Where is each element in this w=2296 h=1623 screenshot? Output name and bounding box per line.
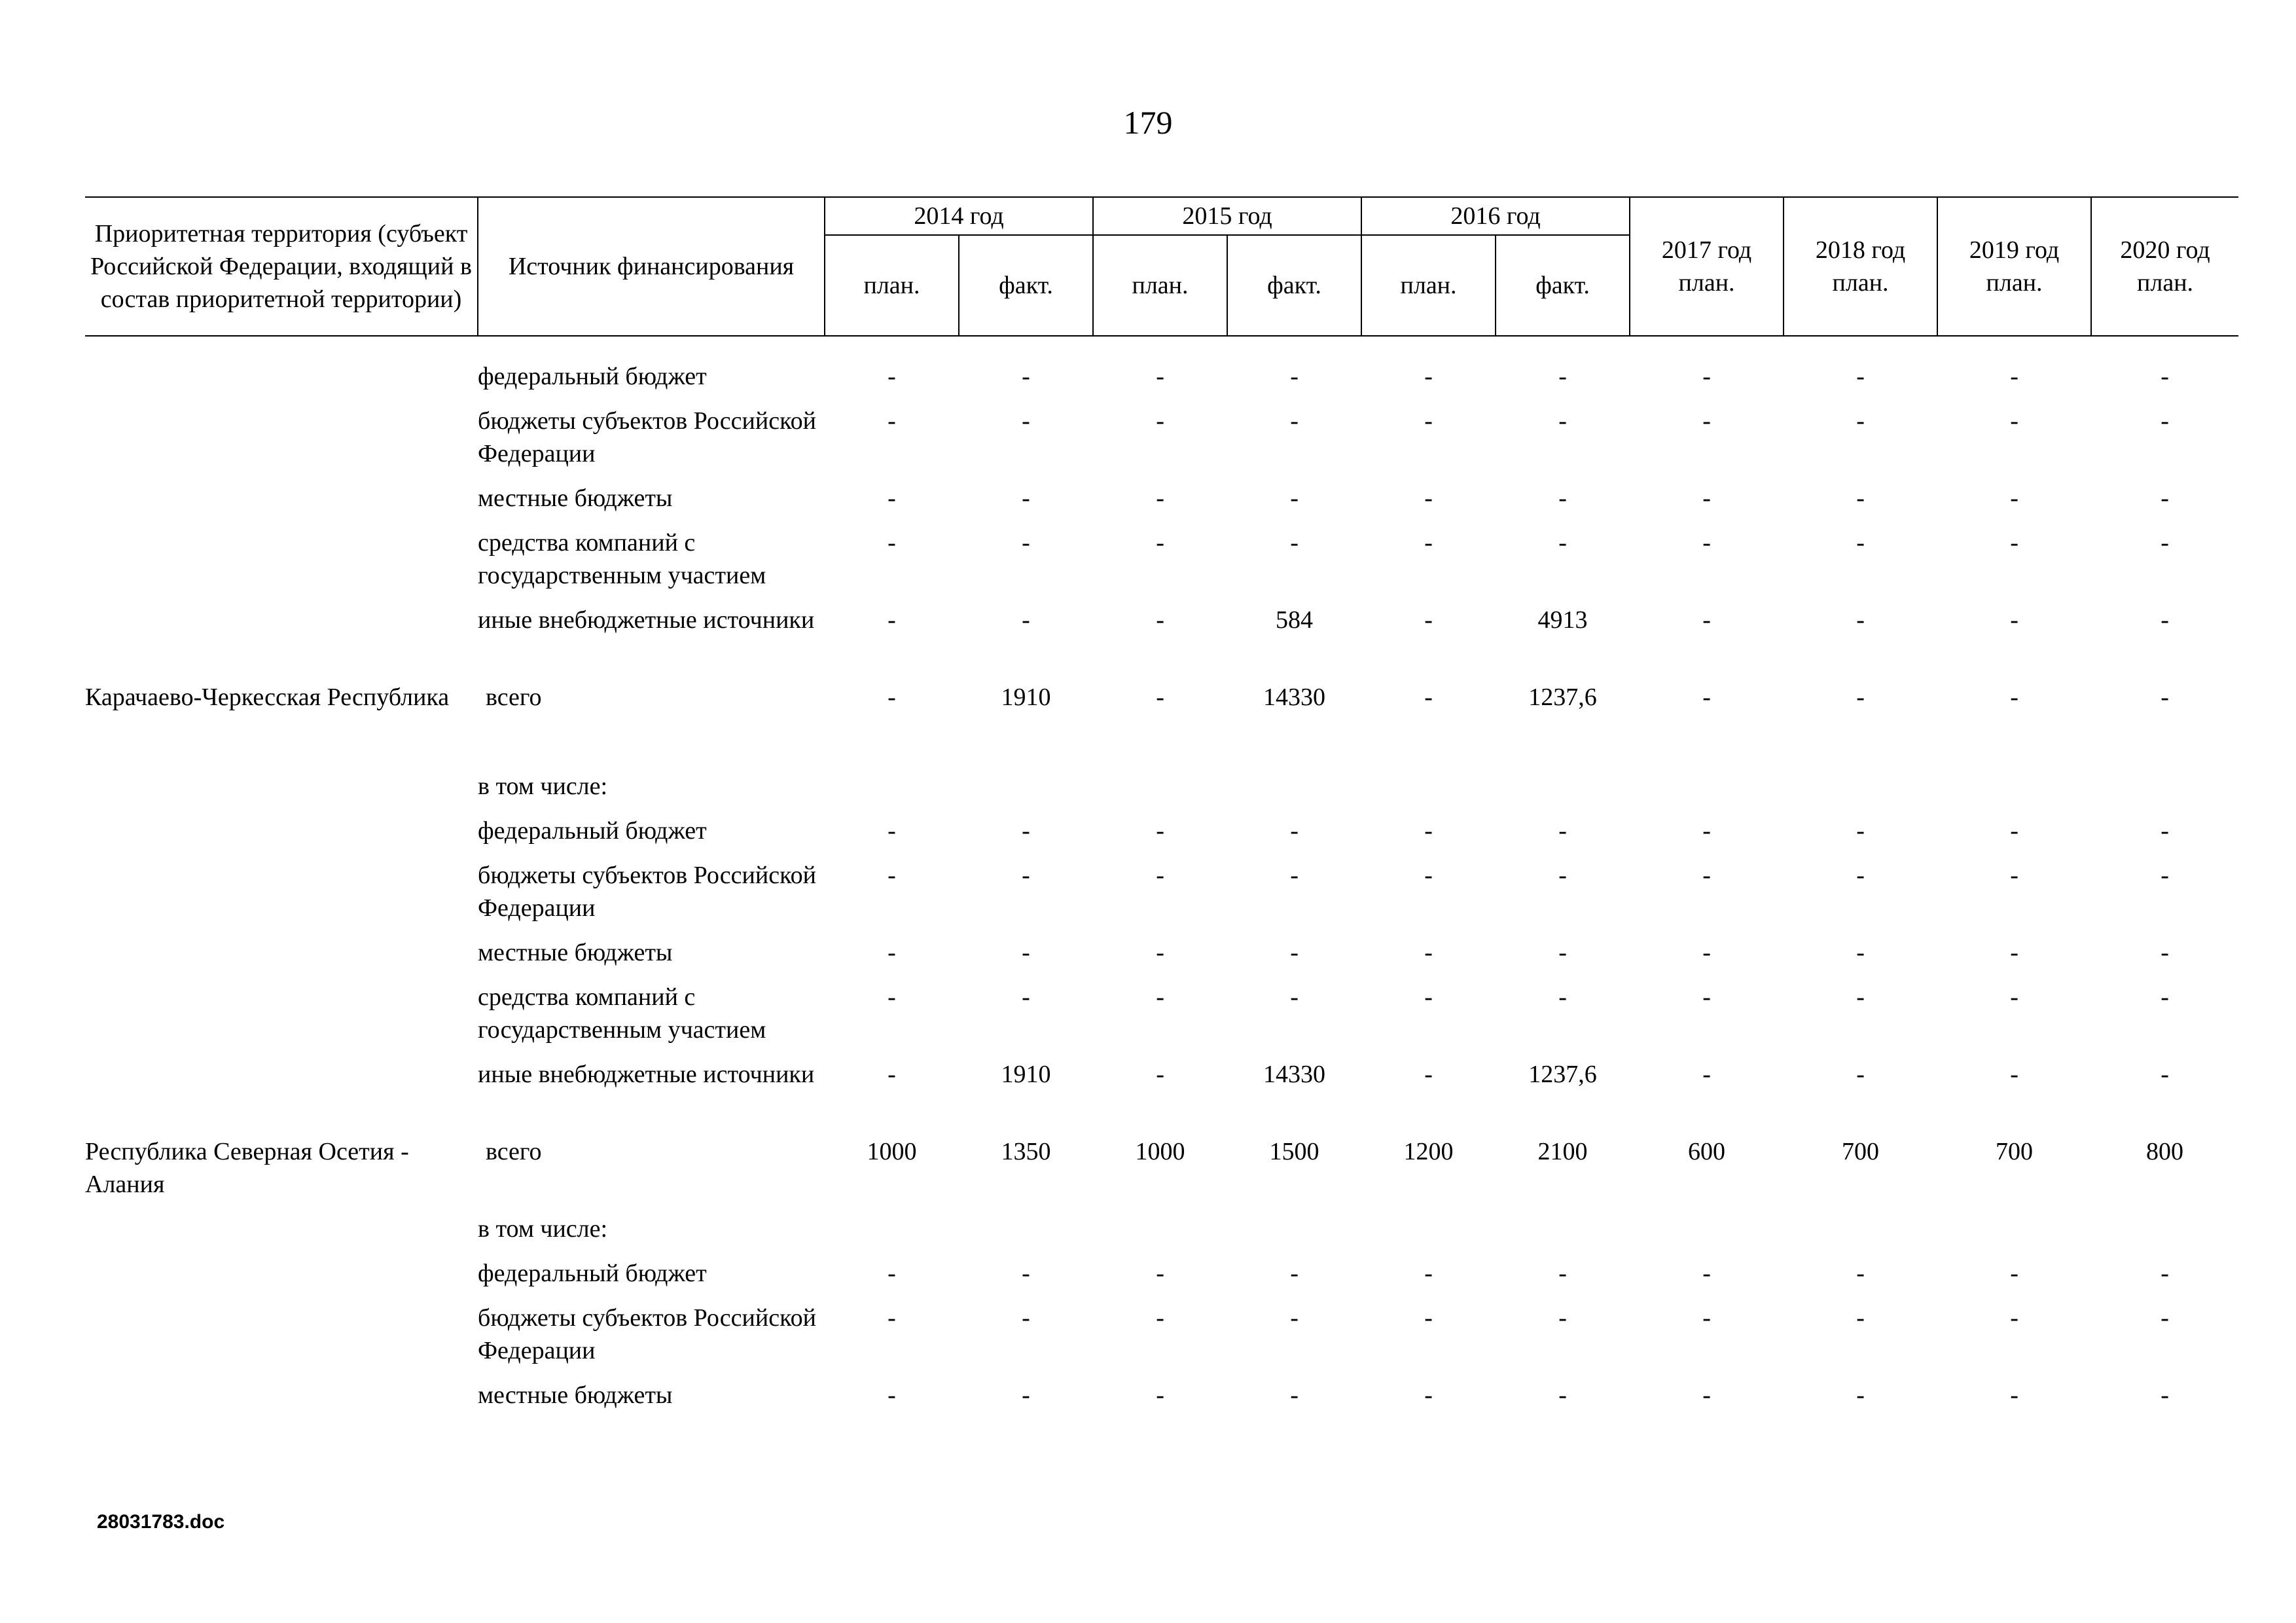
value-cell — [1630, 770, 1784, 814]
value-cell: - — [2010, 983, 2018, 1011]
territory-cell — [85, 1302, 478, 1379]
table-row — [85, 405, 2238, 482]
value-cell: - — [1558, 484, 1567, 512]
value-cell: - — [2010, 1304, 2018, 1332]
value-cell — [959, 1213, 1093, 1257]
header-year-2016: 2016 год — [1361, 197, 1630, 235]
value-cell: - — [1290, 363, 1299, 390]
value-cell: 1910 — [1001, 1061, 1051, 1088]
value-cell: 1000 — [867, 1138, 917, 1165]
value-cell: - — [1156, 684, 1164, 711]
value-cell: - — [1156, 983, 1164, 1011]
table-row — [85, 604, 2238, 681]
value-cell: - — [1702, 1304, 1711, 1332]
value-cell: - — [1702, 817, 1711, 845]
value-cell: 1000 — [1135, 1138, 1185, 1165]
territory-cell — [85, 526, 478, 604]
value-cell: - — [888, 817, 896, 845]
value-cell — [1093, 770, 1227, 814]
value-cell: - — [2010, 363, 2018, 390]
value-cell: - — [1424, 606, 1433, 634]
value-cell: - — [2161, 939, 2169, 966]
value-cell: - — [1424, 529, 1433, 556]
value-cell: - — [2010, 1061, 2018, 1088]
value-cell: 14330 — [1263, 684, 1326, 711]
value-cell: - — [888, 1061, 896, 1088]
source-cell: бюджеты субъектов Российской Федерации — [478, 1304, 816, 1364]
value-cell: - — [1022, 862, 1030, 889]
header-year-2015: 2015 год — [1093, 197, 1361, 235]
value-cell: - — [1290, 484, 1299, 512]
value-cell: - — [1022, 363, 1030, 390]
source-cell: иные внебюджетные источники — [478, 1061, 815, 1088]
header-year-2014: 2014 год — [825, 197, 1093, 235]
page-number: 179 — [1123, 104, 1173, 141]
value-cell: - — [2161, 606, 2169, 634]
value-cell: - — [1424, 1260, 1433, 1287]
source-cell: всего — [486, 1138, 542, 1165]
value-cell: - — [1856, 606, 1865, 634]
value-cell: - — [1558, 862, 1567, 889]
value-cell: - — [1702, 684, 1711, 711]
territory-cell — [85, 814, 478, 859]
value-cell: - — [2161, 684, 2169, 711]
value-cell: - — [1558, 1381, 1567, 1409]
territory-cell — [85, 482, 478, 526]
value-cell — [1227, 770, 1361, 814]
value-cell: - — [1424, 817, 1433, 845]
value-cell: 600 — [1688, 1138, 1726, 1165]
value-cell: - — [1702, 363, 1711, 390]
table-row — [85, 770, 2238, 814]
territory-cell — [85, 604, 478, 681]
territory-cell — [85, 936, 478, 981]
value-cell: 800 — [2146, 1138, 2184, 1165]
value-cell: - — [1022, 1381, 1030, 1409]
value-cell: - — [888, 983, 896, 1011]
value-cell: - — [1290, 407, 1299, 435]
value-cell: - — [2010, 1260, 2018, 1287]
source-cell: местные бюджеты — [478, 484, 673, 512]
value-cell — [1496, 1213, 1630, 1257]
table-row — [85, 681, 2238, 770]
value-cell: 4913 — [1537, 606, 1588, 634]
value-cell: - — [1856, 1381, 1865, 1409]
value-cell: - — [1424, 684, 1433, 711]
value-cell: 584 — [1276, 606, 1314, 634]
value-cell — [1784, 1213, 1937, 1257]
header-year-2020: 2020 год план. — [2091, 197, 2238, 336]
value-cell: - — [1702, 1260, 1711, 1287]
value-cell: - — [1156, 1304, 1164, 1332]
header-year-2018: 2018 год план. — [1784, 197, 1937, 336]
value-cell: 1500 — [1269, 1138, 1319, 1165]
value-cell: - — [2010, 939, 2018, 966]
value-cell: - — [1022, 1260, 1030, 1287]
header-source: Источник финансирования — [478, 197, 825, 336]
value-cell: - — [1424, 1304, 1433, 1332]
table-row — [85, 1302, 2238, 1379]
value-cell: - — [2161, 983, 2169, 1011]
value-cell: - — [1702, 484, 1711, 512]
territory-cell: Карачаево-Черкесская Республика — [85, 684, 450, 711]
value-cell: - — [2010, 684, 2018, 711]
value-cell: - — [1022, 484, 1030, 512]
value-cell: - — [1156, 529, 1164, 556]
value-cell: - — [1702, 606, 1711, 634]
value-cell: - — [2010, 407, 2018, 435]
territory-cell — [85, 405, 478, 482]
value-cell — [1937, 770, 2091, 814]
value-cell: - — [1424, 1061, 1433, 1088]
table-row — [85, 936, 2238, 981]
value-cell: - — [1022, 817, 1030, 845]
source-cell: всего — [486, 684, 542, 711]
value-cell: - — [1856, 1260, 1865, 1287]
value-cell: 1237,6 — [1528, 684, 1597, 711]
value-cell — [825, 770, 959, 814]
territory-cell — [85, 770, 478, 814]
value-cell: - — [1558, 1304, 1567, 1332]
value-cell: - — [1558, 363, 1567, 390]
source-cell: средства компаний с государственным участием — [478, 529, 766, 589]
value-cell: - — [1558, 817, 1567, 845]
value-cell: - — [1290, 1381, 1299, 1409]
value-cell — [825, 1213, 959, 1257]
value-cell: - — [1424, 939, 1433, 966]
value-cell: - — [1702, 1061, 1711, 1088]
source-cell: местные бюджеты — [478, 939, 673, 966]
header-year-2017: 2017 год план. — [1630, 197, 1784, 336]
territory-cell — [85, 859, 478, 936]
value-cell — [1496, 770, 1630, 814]
value-cell: - — [1156, 817, 1164, 845]
table-row — [85, 859, 2238, 936]
value-cell — [2091, 770, 2238, 814]
value-cell: - — [2010, 817, 2018, 845]
value-cell: - — [1702, 983, 1711, 1011]
source-cell: в том числе: — [478, 773, 608, 800]
table-row — [85, 360, 2238, 405]
value-cell — [1630, 1213, 1784, 1257]
value-cell: - — [888, 939, 896, 966]
value-cell: 1350 — [1001, 1138, 1051, 1165]
header-2016-plan: план. — [1361, 235, 1496, 336]
value-cell: - — [2161, 817, 2169, 845]
table-row — [85, 1213, 2238, 1257]
value-cell: - — [1022, 529, 1030, 556]
value-cell: 1910 — [1001, 684, 1051, 711]
value-cell: - — [1702, 862, 1711, 889]
value-cell: - — [888, 529, 896, 556]
value-cell: - — [1558, 983, 1567, 1011]
value-cell: - — [1558, 529, 1567, 556]
value-cell: - — [1156, 862, 1164, 889]
value-cell: - — [1856, 363, 1865, 390]
value-cell — [2091, 1213, 2238, 1257]
header-2016-fact: факт. — [1496, 235, 1630, 336]
table-header — [85, 197, 2238, 336]
value-cell — [1093, 1213, 1227, 1257]
header-2014-plan: план. — [825, 235, 959, 336]
header-2015-fact: факт. — [1227, 235, 1361, 336]
value-cell — [959, 770, 1093, 814]
value-cell: - — [1022, 983, 1030, 1011]
value-cell: - — [2010, 484, 2018, 512]
value-cell: - — [888, 363, 896, 390]
value-cell: - — [1424, 862, 1433, 889]
value-cell: - — [1022, 1304, 1030, 1332]
source-cell: бюджеты субъектов Российской Федерации — [478, 862, 816, 922]
value-cell — [1784, 770, 1937, 814]
value-cell: - — [2161, 1304, 2169, 1332]
value-cell: - — [1702, 939, 1711, 966]
value-cell: - — [1856, 939, 1865, 966]
territory-cell: Республика Северная Осетия - Алания — [85, 1138, 409, 1198]
table-row — [85, 526, 2238, 604]
value-cell: - — [1156, 606, 1164, 634]
value-cell: - — [1702, 1381, 1711, 1409]
source-cell: федеральный бюджет — [478, 363, 707, 390]
value-cell: - — [1290, 529, 1299, 556]
value-cell: - — [1856, 1304, 1865, 1332]
value-cell: - — [1022, 939, 1030, 966]
value-cell: - — [1558, 407, 1567, 435]
value-cell: - — [1856, 484, 1865, 512]
value-cell: 2100 — [1537, 1138, 1588, 1165]
table-row — [85, 1135, 2238, 1213]
value-cell: - — [1156, 484, 1164, 512]
value-cell: - — [1022, 606, 1030, 634]
source-cell: иные внебюджетные источники — [478, 606, 815, 634]
table-row — [85, 981, 2238, 1058]
value-cell: - — [1702, 529, 1711, 556]
table-body — [85, 336, 2238, 1423]
territory-cell — [85, 1213, 478, 1257]
value-cell: - — [2161, 1260, 2169, 1287]
value-cell: - — [2161, 484, 2169, 512]
value-cell: - — [888, 407, 896, 435]
value-cell: - — [1290, 862, 1299, 889]
value-cell: - — [1558, 1260, 1567, 1287]
value-cell: - — [1290, 817, 1299, 845]
value-cell: - — [1156, 1260, 1164, 1287]
value-cell: - — [2161, 862, 2169, 889]
value-cell: - — [888, 1304, 896, 1332]
footer-filename: 28031783.doc — [97, 1511, 225, 1533]
table-row — [85, 482, 2238, 526]
value-cell: - — [1856, 983, 1865, 1011]
value-cell: - — [888, 1381, 896, 1409]
financing-table — [85, 196, 2238, 1423]
value-cell: - — [888, 484, 896, 512]
value-cell — [1937, 1213, 2091, 1257]
value-cell: 1200 — [1403, 1138, 1454, 1165]
table-row — [85, 1257, 2238, 1302]
value-cell: - — [1156, 1381, 1164, 1409]
source-cell: средства компаний с государственным участием — [478, 983, 766, 1044]
value-cell: 1237,6 — [1528, 1061, 1597, 1088]
value-cell: - — [1424, 407, 1433, 435]
value-cell: - — [888, 684, 896, 711]
value-cell: - — [1856, 684, 1865, 711]
value-cell: - — [1856, 862, 1865, 889]
value-cell — [1361, 1213, 1496, 1257]
value-cell: - — [1290, 1304, 1299, 1332]
value-cell: - — [888, 1260, 896, 1287]
value-cell — [1361, 770, 1496, 814]
source-cell: в том числе: — [478, 1215, 608, 1243]
value-cell: 700 — [1996, 1138, 2034, 1165]
value-cell: - — [1856, 529, 1865, 556]
value-cell: - — [888, 862, 896, 889]
value-cell: - — [1856, 407, 1865, 435]
value-cell: - — [1156, 1061, 1164, 1088]
value-cell: - — [2010, 529, 2018, 556]
value-cell: - — [1290, 983, 1299, 1011]
value-cell: - — [2161, 1381, 2169, 1409]
value-cell: - — [1424, 983, 1433, 1011]
value-cell: - — [2161, 1061, 2169, 1088]
value-cell: - — [2161, 407, 2169, 435]
value-cell: - — [1702, 407, 1711, 435]
value-cell: - — [2161, 363, 2169, 390]
value-cell: - — [1856, 817, 1865, 845]
source-cell: местные бюджеты — [478, 1381, 673, 1409]
territory-cell — [85, 1058, 478, 1135]
territory-cell — [85, 1257, 478, 1302]
table-row — [85, 1379, 2238, 1423]
value-cell: - — [1424, 1381, 1433, 1409]
value-cell: - — [1290, 1260, 1299, 1287]
header-2015-plan: план. — [1093, 235, 1227, 336]
value-cell: - — [2010, 1381, 2018, 1409]
header-year-2019: 2019 год план. — [1937, 197, 2091, 336]
table-row — [85, 814, 2238, 859]
value-cell: - — [1156, 939, 1164, 966]
value-cell: - — [1022, 407, 1030, 435]
header-territory: Приоритетная территория (субъект Российской Федерации, входящий в состав приоритетной территории) — [85, 197, 478, 336]
source-cell: федеральный бюджет — [478, 1260, 707, 1287]
header-2014-fact: факт. — [959, 235, 1093, 336]
table-row — [85, 1058, 2238, 1135]
territory-cell — [85, 1379, 478, 1423]
value-cell: - — [1156, 363, 1164, 390]
source-cell: бюджеты субъектов Российской Федерации — [478, 407, 816, 467]
territory-cell — [85, 981, 478, 1058]
value-cell: - — [1156, 407, 1164, 435]
value-cell — [1227, 1213, 1361, 1257]
value-cell: - — [1856, 1061, 1865, 1088]
value-cell: 700 — [1842, 1138, 1880, 1165]
value-cell: - — [1424, 484, 1433, 512]
value-cell: 14330 — [1263, 1061, 1326, 1088]
value-cell: - — [2010, 606, 2018, 634]
value-cell: - — [888, 606, 896, 634]
value-cell: - — [2161, 529, 2169, 556]
value-cell: - — [1558, 939, 1567, 966]
territory-cell — [85, 360, 478, 405]
value-cell: - — [2010, 862, 2018, 889]
source-cell: федеральный бюджет — [478, 817, 707, 845]
value-cell: - — [1424, 363, 1433, 390]
value-cell: - — [1290, 939, 1299, 966]
